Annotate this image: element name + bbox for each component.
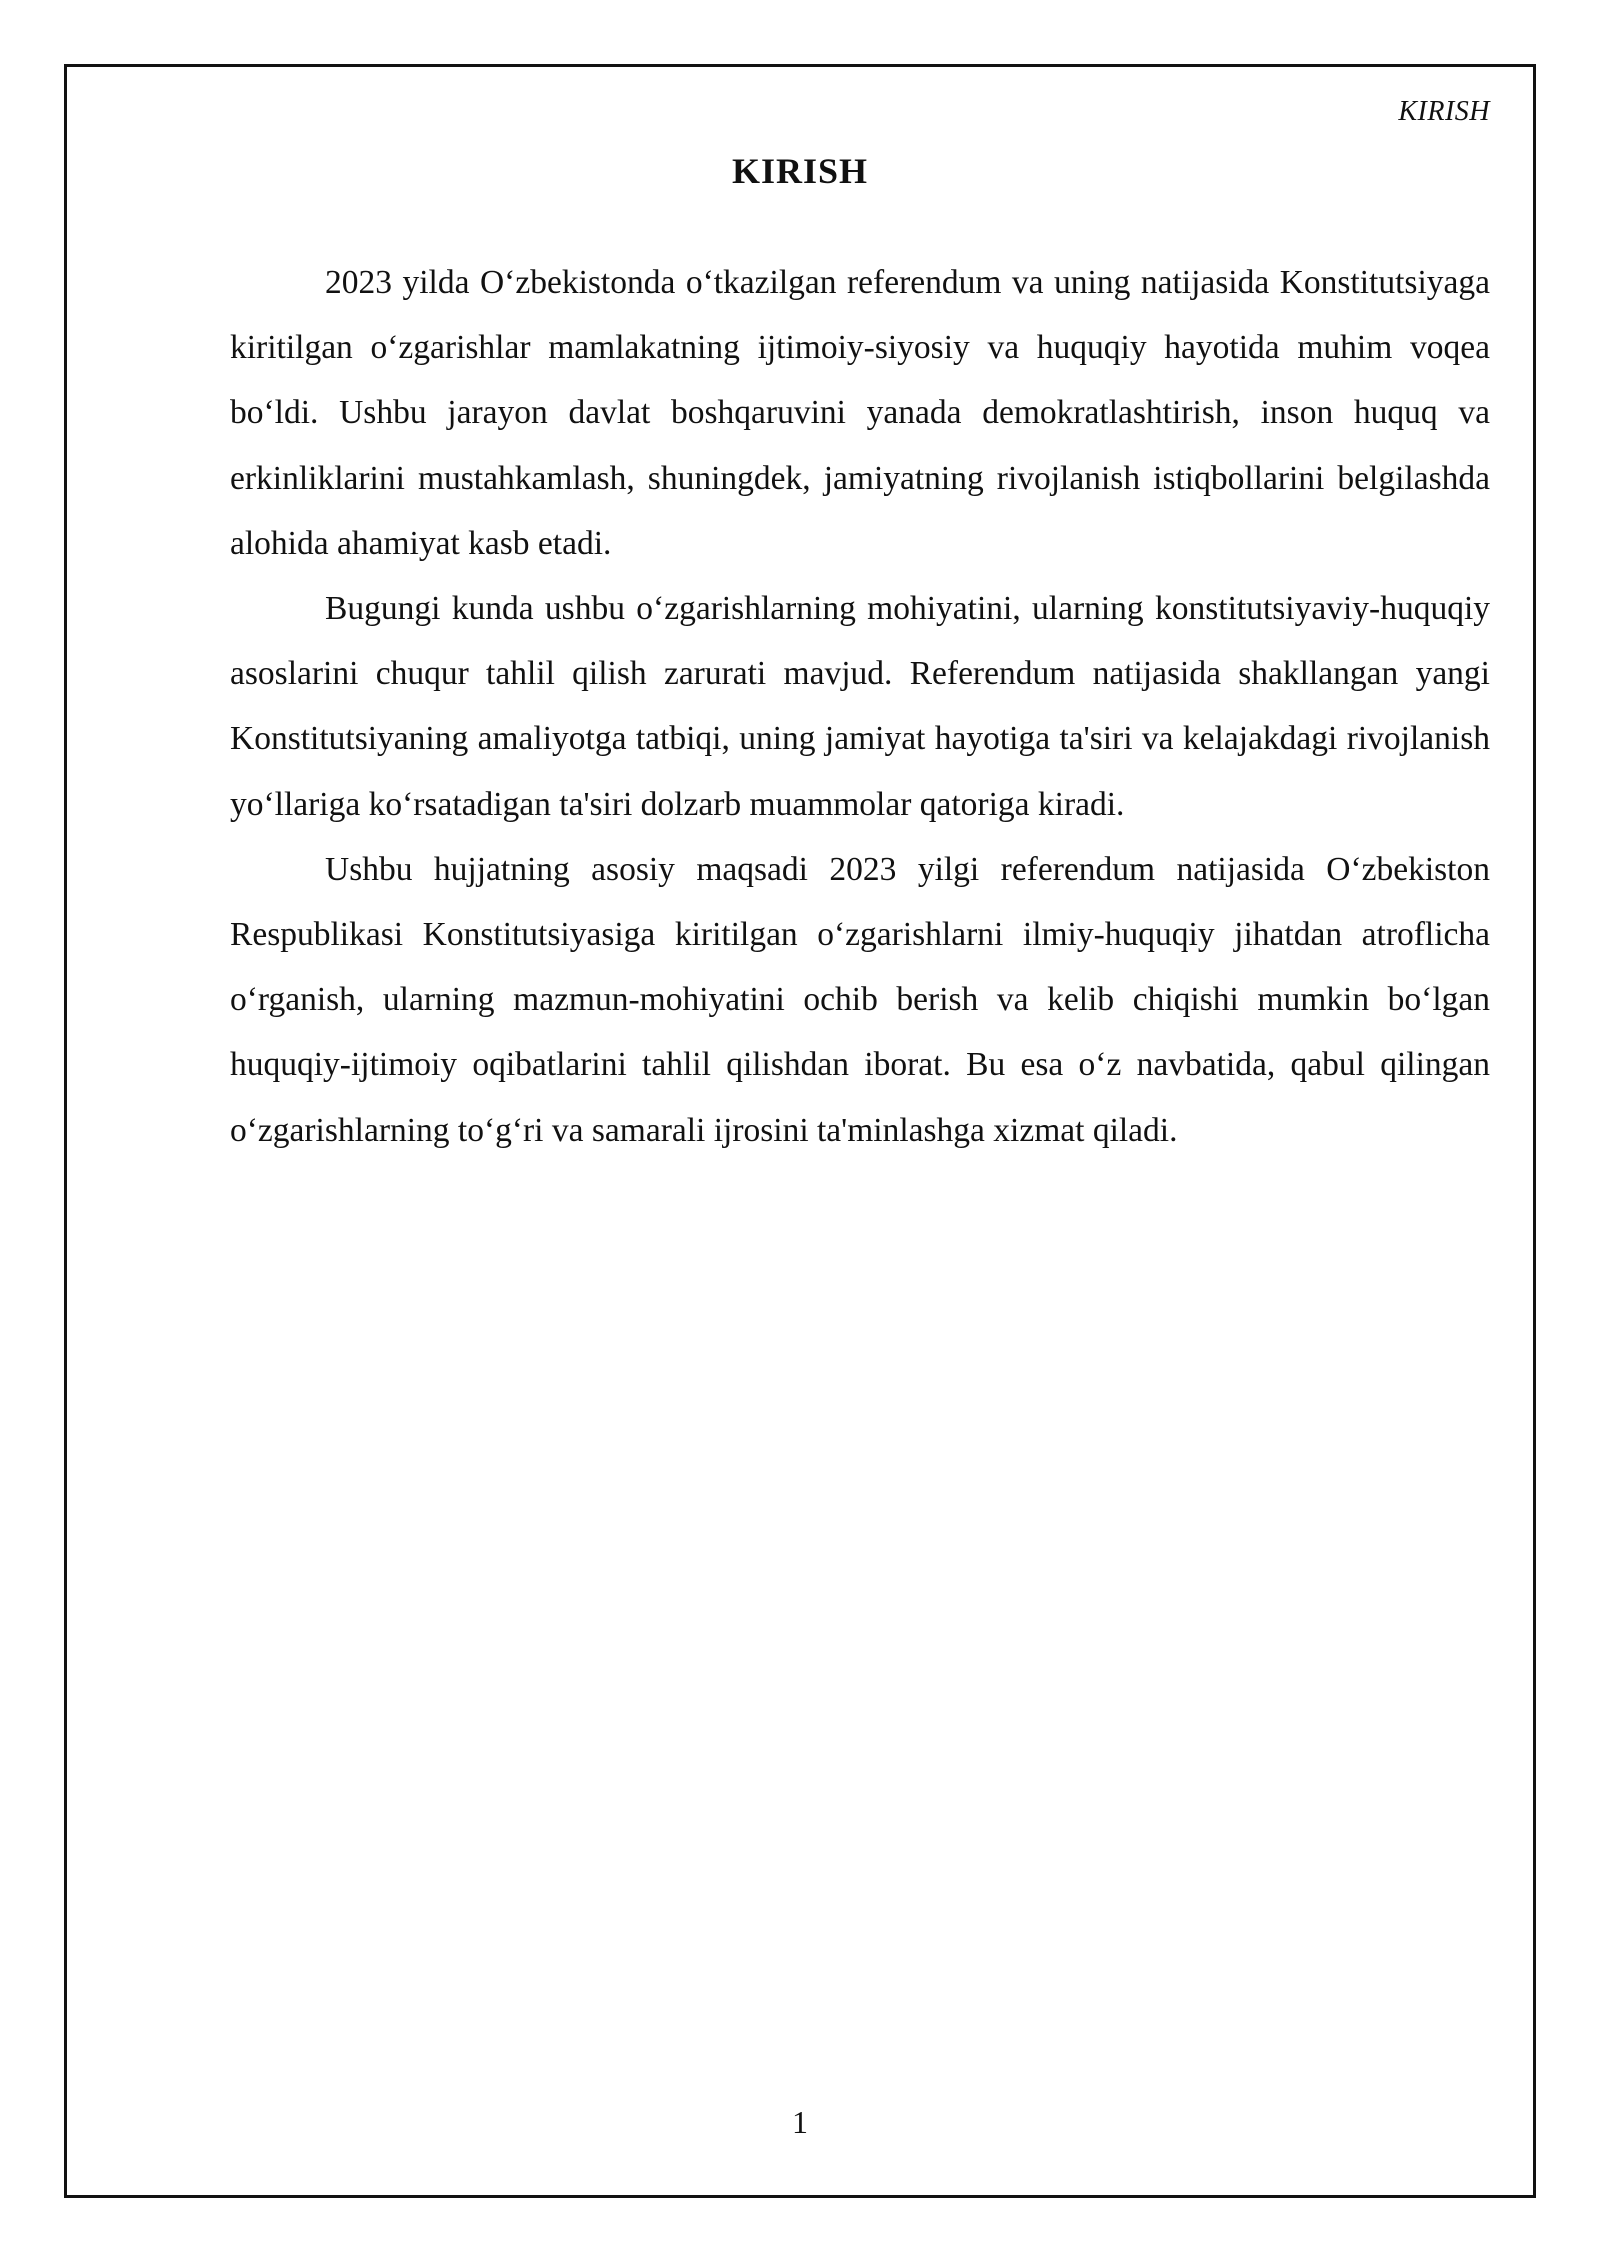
page-number: 1: [792, 2104, 808, 2140]
running-header: KIRISH: [1398, 96, 1490, 127]
paragraph-3: Ushbu hujjatning asosiy maqsadi 2023 yilgi referendum natijasida O‘zbekiston Respublikasi Konstitutsiyasiga kiritilgan o‘zgarishlarni ilmiy-huquqiy jihatdan atroflicha o‘rganish, ularning mazmun-mohiyatini ochib berish va kelib chiqishi mumkin bo‘lgan huquqiy-ijtimoiy oqibatlarini tahlil qilishdan iborat. Bu esa o‘z navbatida, qabul qilingan o‘zgarishlarning to‘g‘ri va samarali ijrosini ta'minlashga xizmat qiladi.: [230, 850, 1490, 1149]
body-text: [230, 250, 1490, 1163]
chapter-title: KIRISH: [731, 151, 869, 191]
paragraph-1: 2023 yilda O‘zbekistonda o‘tkazilgan referendum va uning natijasida Konstitutsiyaga kiritilgan o‘zgarishlar mamlakatning ijtimoiy-siyosiy va huquqiy hayotida muhim voqea bo‘ldi. Ushbu jarayon davlat boshqaruvini yanada demokratlashtirish, inson huquq va erkinliklarini mustahkamlash, shuningdek, jamiyatning rivojlanish istiqbollarini belgilashda alohida ahamiyat kasb etadi.: [230, 264, 1490, 562]
paragraph-2: Bugungi kunda ushbu o‘zgarishlarning mohiyatini, ularning konstitutsiyaviy-huquqiy asoslarini chuqur tahlil qilish zarurati mavjud. Referendum natijasida shakllangan yangi Konstitutsiyaning amaliyotga tatbiqi, uning jamiyat hayotiga ta'siri va kelajakdagi rivojlanish yo‘llariga ko‘rsatadigan ta'siri dolzarb muammolar qatoriga kiradi.: [230, 590, 1490, 823]
